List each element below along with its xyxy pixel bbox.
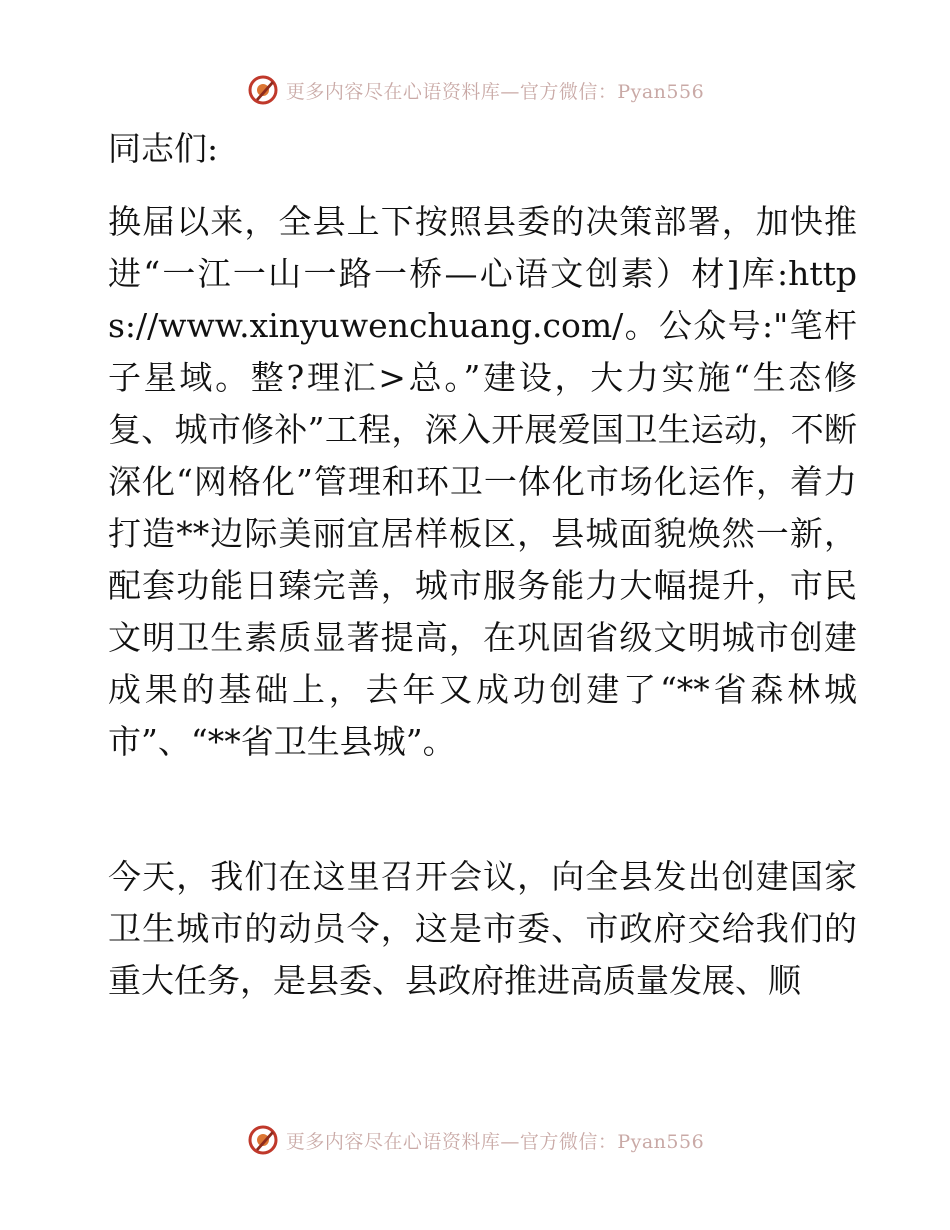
footer-banner-content [246, 1123, 704, 1157]
paragraph-2-text: 今天，我们在这里召开会议，向全县发出创建国家卫生城市的动员令，这是市委、市政府交给我们的重大任务，是县委、县政府推进高质量发展、顺 [108, 857, 857, 1000]
footer-banner [0, 1120, 950, 1160]
greeting: 同志们: [108, 129, 219, 168]
footer-banner-text: 更多内容尽在心语资料库—官方微信：Pyan556 [285, 1130, 705, 1153]
header-banner-content [246, 73, 704, 107]
paragraph-2 [97, 851, 857, 1007]
paragraph-1-text: 换届以来，全县上下按照县委的决策部署，加快推进“一江一山一路一桥—心语文创素）材]库:https://www.xinyuwenchuang.com/。公众号:"笔杆子星域。整?理汇>总。”建设，大力实施“生态修复、城市修补”工程，深入开展爱国卫生运动，不断深化“网格化”管理和环卫一体化市场化运作，着力打造**边际美丽宜居样板区，县城面貌焕然一新，配套功能日臻完善，城市服务能力大幅提升，市民文明卫生素质显著提高，在巩固省级文明城市创建成果的基础上，去年又成功创建了“**省森林城市”、“**省卫生县城”。 [108, 202, 857, 761]
pen-logo-icon [246, 1123, 280, 1157]
pen-logo-icon [246, 73, 280, 107]
header-banner-text: 更多内容尽在心语资料库—官方微信：Pyan556 [285, 80, 705, 103]
paragraph-1 [97, 196, 857, 768]
header-banner [0, 70, 950, 110]
